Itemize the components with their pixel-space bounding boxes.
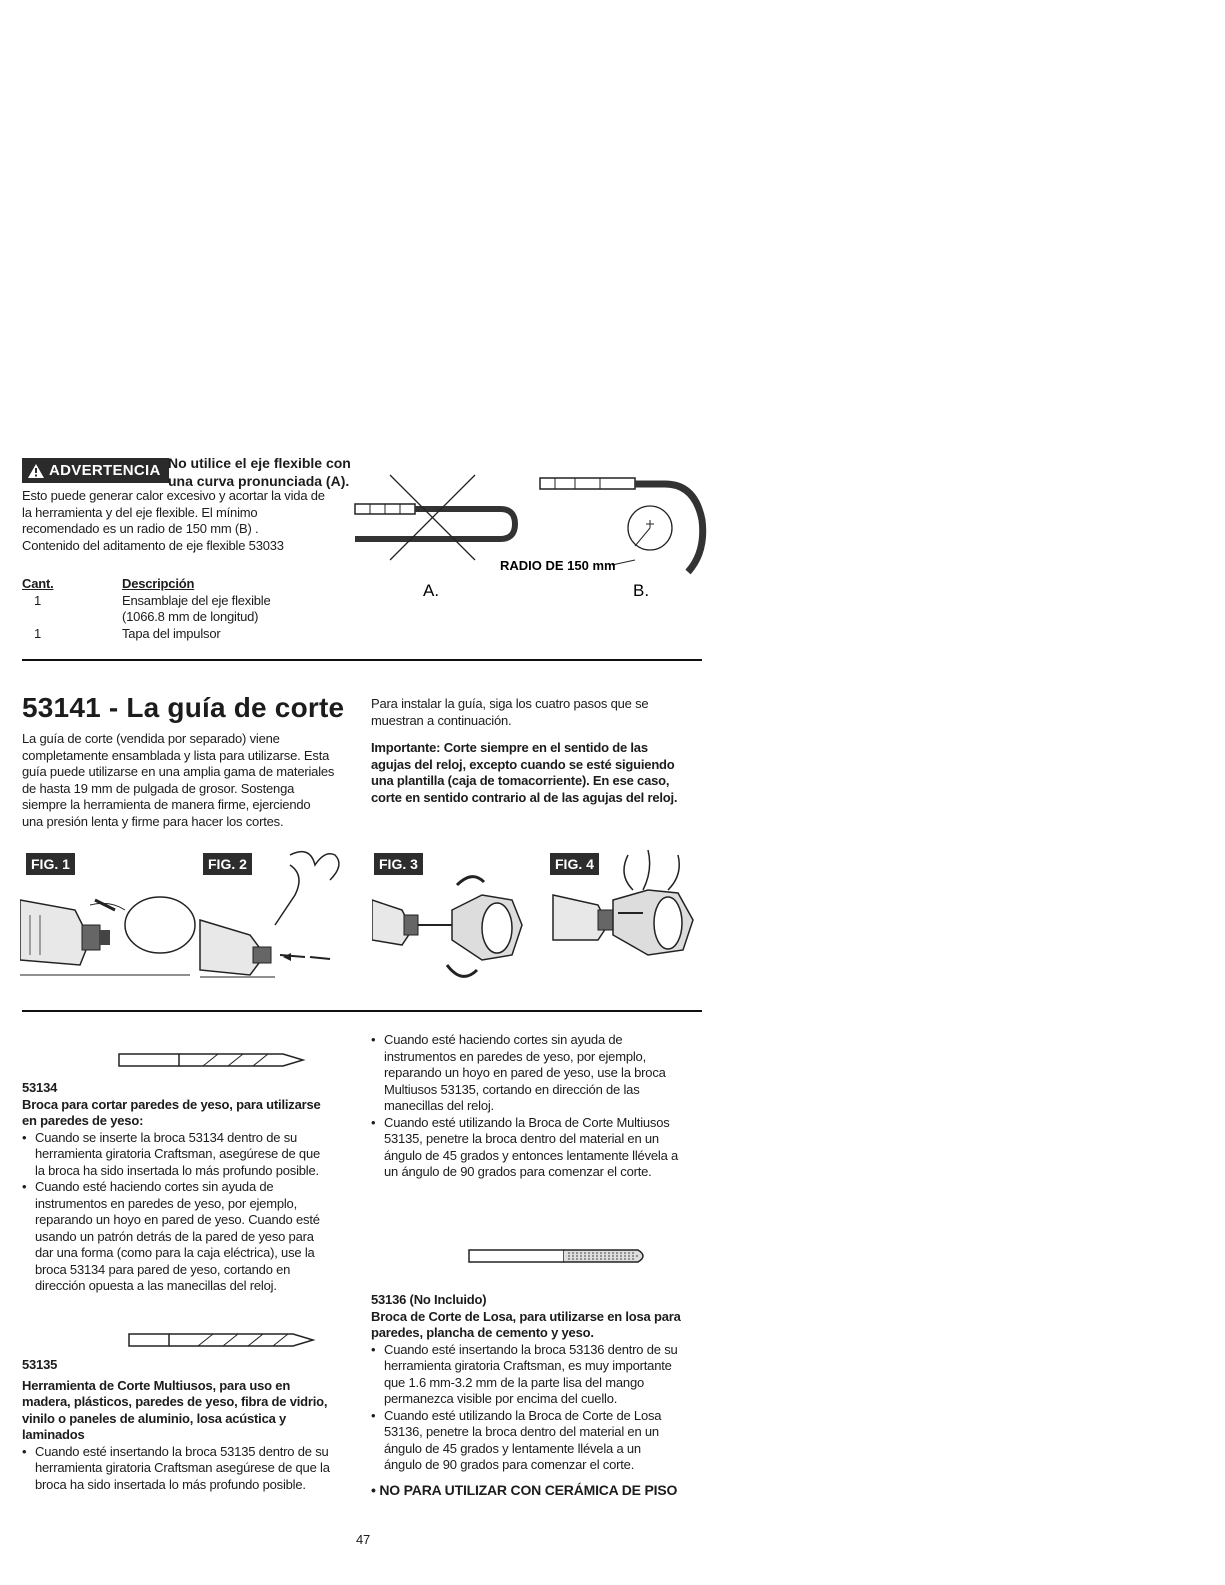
warning-headline-line: una curva pronunciada (A).: [168, 473, 350, 489]
text-line: • Cuando esté haciendo cortes sin ayuda de: [35, 1179, 274, 1194]
list-item: [371, 1342, 716, 1408]
install-line: Para instalar la guía, siga los cuatro pasos que se: [371, 696, 649, 711]
intro-line: guía puede utilizarse en una amplia gama de materiales: [22, 764, 335, 779]
contents-table: [22, 576, 342, 642]
bit-heading: laminados: [22, 1427, 85, 1442]
fig-3-label: FIG. 3: [374, 853, 423, 875]
text-line: que 1.6 mm-3.2 mm de la parte lisa del mango: [384, 1374, 644, 1390]
intro-line: La guía de corte (vendida por separado) viene: [22, 731, 280, 746]
fig-1-illustration: [20, 880, 200, 990]
drywall-bit-icon: [118, 1050, 308, 1070]
table-row: [22, 626, 342, 643]
text-line: herramienta giratoria Craftsman, es muy importante: [384, 1358, 672, 1373]
text-line: dirección opuesta a las manecillas del reloj.: [35, 1278, 277, 1293]
list-item: [22, 1130, 357, 1180]
bit-heading: Herramienta de Corte Multiusos, para uso en: [22, 1377, 291, 1393]
text-line: dar una forma (como para la caja eléctrica), use la: [35, 1245, 315, 1260]
fig-4-illustration: [548, 845, 718, 990]
desc-line: Ensamblaje del eje flexible: [122, 592, 271, 608]
section-title: 53141 - La guía de corte: [22, 692, 345, 723]
fig-1-label: FIG. 1: [26, 853, 75, 875]
text-line: • Cuando esté utilizando la Broca de Corte Multiusos: [384, 1114, 670, 1130]
text-line: 53135, penetre la broca dentro del material en un: [384, 1131, 659, 1146]
fig-4-label: FIG. 4: [550, 853, 599, 875]
qty-header: Cant.: [22, 576, 54, 591]
text-line: broca 53134 para pared de yeso, cortando en: [35, 1261, 291, 1277]
flexible-shaft-diagram: [350, 460, 720, 610]
list-item: [371, 1115, 711, 1181]
important-line: una plantilla (caja de tomacorriente). En ese caso,: [371, 773, 670, 788]
warning-headline-line: No utilice el eje flexible con: [168, 455, 351, 471]
warning-badge-label: ADVERTENCIA: [49, 462, 161, 479]
page-number: 47: [356, 1532, 371, 1547]
label-a: A.: [423, 581, 440, 600]
qty-cell: 1: [34, 625, 42, 641]
fig-2-label: FIG. 2: [203, 853, 252, 875]
text-line: reparando un hoyo en pared de yeso. Cuando esté: [35, 1212, 320, 1227]
sharp-bend-illustration: [355, 475, 515, 560]
qty-cell: 1: [34, 592, 42, 608]
text-line: permanezca visible por encima del cuello.: [384, 1391, 618, 1406]
list-item: [371, 1032, 711, 1115]
bit-heading: paredes, plancha de cemento y yeso.: [371, 1325, 594, 1340]
text-line: instrumentos en paredes de yeso, por ejemplo,: [35, 1195, 297, 1211]
text-line: herramienta giratoria Craftsman, asegúrese de que: [35, 1146, 321, 1161]
bit-code: 53135: [22, 1357, 58, 1372]
text-line: la broca ha sido insertada lo más profundo posible.: [35, 1162, 319, 1178]
bit-heading: en paredes de yeso:: [22, 1113, 144, 1128]
text-line: herramienta giratoria Craftsman asegúrese de que la: [35, 1460, 330, 1475]
desc-cell: [122, 593, 271, 626]
bit-heading: Broca de Corte de Losa, para utilizarse en losa para: [371, 1308, 681, 1324]
radius-label: RADIO DE 150 mm: [500, 558, 616, 573]
desc-header: Descripción: [122, 576, 195, 591]
text-line: reparando un hoyo en pared de yeso, use la broca: [384, 1065, 666, 1080]
text-line: 53136, penetre la broca dentro del material en un: [384, 1424, 659, 1439]
tile-bit-icon: [468, 1245, 658, 1267]
warning-body-line: la herramienta y del eje flexible. El mínimo: [22, 504, 258, 520]
warning-headline: [168, 454, 368, 490]
bit-code: 53134: [22, 1080, 58, 1095]
text-line: • Cuando se inserte la broca 53134 dentro de su: [35, 1129, 298, 1145]
intro-line: completamente ensamblada y lista para utilizarse. Esta: [22, 747, 330, 763]
text-line: ángulo de 45 grados y entonces lentamente llévela a: [384, 1147, 679, 1163]
fig-3-illustration: [372, 870, 542, 990]
warning-body-line: Contenido del aditamento de eje flexible 53033: [22, 537, 284, 553]
text-line: manecillas del reloj.: [384, 1098, 494, 1113]
intro-line: una presión lenta y firme para hacer los cortes.: [22, 813, 284, 829]
section-divider: [22, 1010, 702, 1012]
desc-line: (1066.8 mm de longitud): [122, 609, 259, 624]
multipurpose-bit-icon: [128, 1330, 318, 1350]
text-line: • Cuando esté insertando la broca 53136 dentro de su: [384, 1341, 678, 1357]
intro-line: siempre la herramienta de manera firme, ejerciendo: [22, 797, 311, 812]
text-line: broca ha sido insertada lo más profundo posible.: [35, 1476, 306, 1492]
table-row: [22, 593, 342, 626]
text-line: usando un patrón detrás de la pared de yeso para: [35, 1228, 314, 1244]
intro-line: de hasta 19 mm de pulgada de grosor. Sostenga: [22, 780, 295, 796]
text-line: un ángulo de 90 grados para comenzar el corte.: [384, 1164, 652, 1179]
section-divider: [22, 659, 702, 661]
fig-2-illustration: [195, 835, 365, 990]
bit-53135-continued: [371, 1032, 711, 1181]
text-line: • Cuando esté haciendo cortes sin ayuda de: [384, 1032, 623, 1047]
bit-heading: vinilo o paneles de aluminio, losa acústica y: [22, 1410, 287, 1426]
list-item: [22, 1179, 357, 1295]
list-item: [22, 1444, 362, 1494]
text-line: ángulo de 90 grados para comenzar el corte.: [384, 1457, 635, 1472]
important-line: Importante: Corte siempre en el sentido de las: [371, 740, 648, 755]
desc-cell: [122, 626, 221, 643]
text-line: • Cuando esté insertando la broca 53135 dentro de su: [35, 1443, 329, 1459]
bit-heading: Broca para cortar paredes de yeso, para utilizarse: [22, 1096, 321, 1112]
important-line: agujas del reloj, excepto cuando se esté siguiendo: [371, 756, 675, 772]
warning-badge: [22, 458, 169, 483]
bit-53136-section: [371, 1292, 716, 1498]
warning-triangle-icon: [28, 464, 44, 478]
text-line: • Cuando esté utilizando la Broca de Corte de Losa: [384, 1407, 662, 1423]
bit-code: 53136 (No Incluido): [371, 1292, 487, 1307]
list-item: [371, 1408, 716, 1474]
important-line: corte en sentido contrario al de las agujas del reloj.: [371, 789, 678, 805]
text-line: instrumentos en paredes de yeso, por ejemplo,: [384, 1048, 646, 1064]
warning-body: [22, 488, 352, 554]
table-header: [22, 576, 342, 593]
guide-intro: [22, 731, 352, 830]
warning-body-line: Esto puede generar calor excesivo y acortar la vida de: [22, 488, 325, 503]
install-instructions: [371, 696, 706, 729]
text-line: ángulo de 45 grados y lentamente llévela a un: [384, 1440, 641, 1456]
important-note: [371, 740, 711, 806]
bit-53134-section: [22, 1080, 357, 1295]
desc-line: Tapa del impulsor: [122, 625, 221, 641]
label-b: B.: [633, 581, 650, 600]
bit-heading: madera, plásticos, paredes de yeso, fibra de vidrio,: [22, 1394, 328, 1409]
install-line: muestran a continuación.: [371, 712, 512, 728]
text-line: Multiusos 53135, cortando en dirección de las: [384, 1081, 640, 1097]
warning-body-line: recomendado es un radio de 150 mm (B) .: [22, 521, 259, 536]
floor-ceramic-notice: • NO PARA UTILIZAR CON CERÁMICA DE PISO: [371, 1481, 678, 1498]
bit-53135-section: [22, 1357, 362, 1493]
